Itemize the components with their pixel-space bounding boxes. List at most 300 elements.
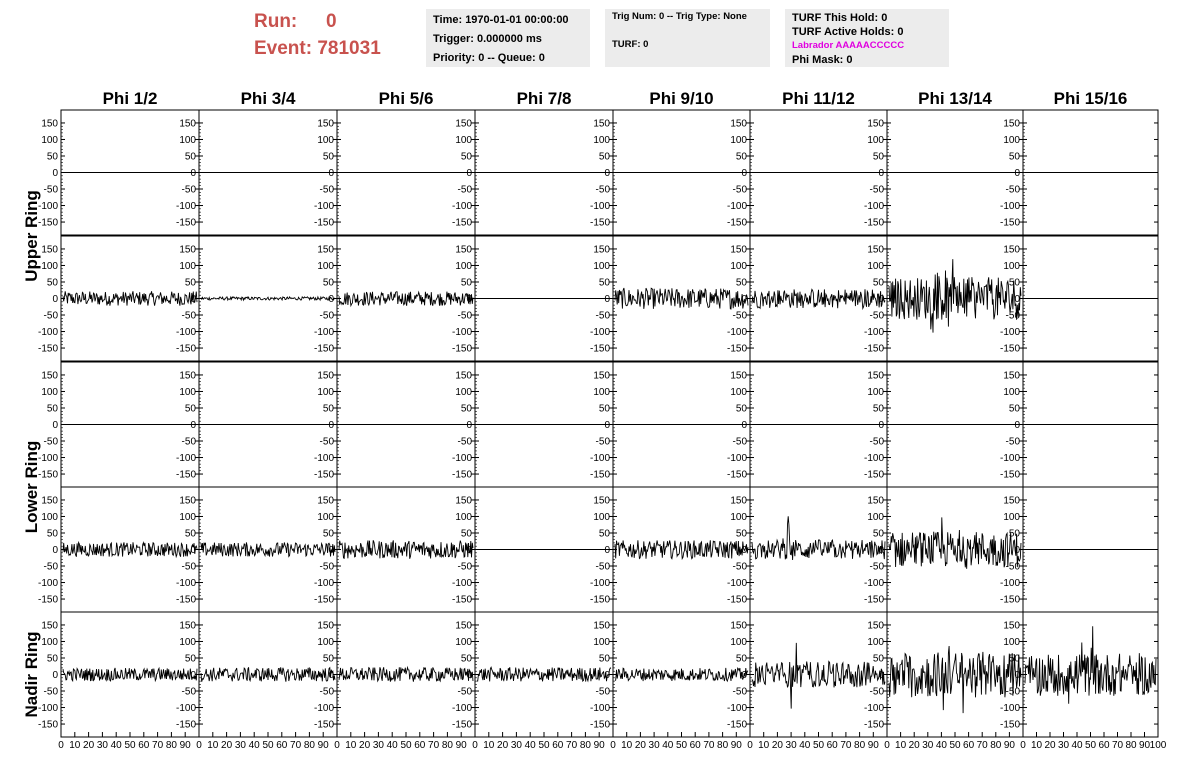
- y-tick-label: -100: [175, 703, 196, 715]
- y-tick-label: 100: [41, 511, 58, 523]
- y-tick-label: -100: [863, 201, 884, 213]
- y-tick-label: 0: [1014, 420, 1020, 431]
- y-tick-label: 150: [593, 620, 610, 632]
- y-tick-label: -150: [175, 594, 196, 606]
- y-tick-label: -100: [863, 453, 884, 465]
- x-tick-label: 50: [262, 740, 274, 751]
- y-tick-label: 150: [730, 118, 747, 130]
- y-tick-label: 50: [1008, 653, 1020, 665]
- y-tick-label: 100: [179, 260, 196, 272]
- y-tick-label: 150: [1003, 620, 1020, 632]
- y-tick-label: -150: [999, 469, 1020, 481]
- y-tick-label: 150: [41, 244, 58, 256]
- y-tick-label: 150: [1003, 495, 1020, 507]
- y-tick-label: 0: [190, 545, 196, 556]
- y-tick-label: 0: [190, 670, 196, 681]
- y-tick-label: 100: [179, 386, 196, 398]
- y-tick-label: 50: [735, 151, 747, 163]
- x-tick-label: 20: [83, 740, 95, 751]
- y-tick-label: 100: [867, 386, 884, 398]
- y-tick-label: 0: [604, 420, 610, 431]
- x-tick-label: 30: [234, 740, 246, 751]
- y-tick-label: 50: [1008, 151, 1020, 163]
- y-tick-label: -150: [451, 343, 472, 355]
- y-tick-label: 50: [46, 653, 58, 665]
- y-tick-label: -150: [451, 594, 472, 606]
- x-tick-label: 60: [552, 740, 564, 751]
- y-tick-label: 0: [328, 168, 334, 179]
- y-tick-label: -100: [999, 578, 1020, 590]
- x-tick-label: 70: [152, 740, 164, 751]
- y-tick-label: 0: [1014, 545, 1020, 556]
- y-tick-label: -150: [37, 719, 58, 731]
- y-tick-label: 0: [1014, 168, 1020, 179]
- y-tick-label: 100: [730, 386, 747, 398]
- y-tick-label: 50: [872, 653, 884, 665]
- y-tick-label: 0: [466, 420, 472, 431]
- y-tick-label: 50: [46, 277, 58, 289]
- y-tick-label: 0: [741, 168, 747, 179]
- x-tick-label: 90: [455, 740, 467, 751]
- y-tick-label: -150: [37, 217, 58, 229]
- column-header: Phi 15/16: [1053, 89, 1128, 108]
- y-tick-label: 100: [593, 511, 610, 523]
- y-tick-label: -50: [732, 686, 747, 698]
- x-tick-label: 80: [441, 740, 453, 751]
- y-tick-label: -50: [595, 184, 610, 196]
- x-tick-label: 90: [317, 740, 329, 751]
- y-tick-label: 100: [730, 511, 747, 523]
- x-tick-label: 70: [428, 740, 440, 751]
- y-tick-label: -150: [451, 719, 472, 731]
- waveform-trace: [889, 259, 1021, 333]
- y-tick-label: -150: [37, 594, 58, 606]
- x-tick-label: 10: [1030, 740, 1043, 751]
- y-tick-label: 150: [455, 244, 472, 256]
- y-tick-label: 100: [317, 134, 334, 146]
- y-tick-label: -50: [732, 310, 747, 322]
- y-tick-label: 150: [317, 495, 334, 507]
- y-tick-label: 50: [460, 653, 472, 665]
- y-tick-label: -50: [43, 561, 58, 573]
- x-tick-label: 60: [689, 740, 701, 751]
- ring-label: Upper Ring: [22, 190, 41, 282]
- y-tick-label: 150: [455, 620, 472, 632]
- x-tick-label: 50: [675, 740, 688, 751]
- y-tick-label: -150: [313, 343, 334, 355]
- y-tick-label: 0: [741, 420, 747, 431]
- y-tick-label: -50: [319, 310, 334, 322]
- y-tick-label: 50: [872, 151, 884, 163]
- x-tick-label: 0: [196, 740, 202, 751]
- x-tick-label: 0: [472, 740, 478, 751]
- y-tick-label: 150: [179, 620, 196, 632]
- x-tick-label: 40: [799, 740, 811, 751]
- y-tick-label: 0: [604, 294, 610, 305]
- y-tick-label: 150: [730, 495, 747, 507]
- y-tick-label: 0: [466, 670, 472, 681]
- x-tick-label: 0: [610, 740, 616, 751]
- y-tick-label: -50: [595, 310, 610, 322]
- x-tick-label: 40: [110, 740, 122, 751]
- y-tick-label: 100: [41, 260, 58, 272]
- x-tick-label: 10: [69, 740, 81, 751]
- y-tick-label: -150: [175, 217, 196, 229]
- y-tick-label: -50: [319, 561, 334, 573]
- y-tick-label: 100: [593, 386, 610, 398]
- y-tick-label: -50: [732, 184, 747, 196]
- y-tick-label: 50: [1008, 403, 1020, 415]
- y-tick-label: -100: [37, 453, 58, 465]
- y-tick-label: 100: [1003, 511, 1020, 523]
- y-tick-label: 150: [867, 495, 884, 507]
- y-tick-label: 150: [867, 620, 884, 632]
- y-tick-label: -50: [732, 436, 747, 448]
- x-tick-label: 50: [400, 740, 412, 751]
- y-tick-label: -50: [457, 561, 472, 573]
- x-tick-label: 90: [593, 740, 605, 751]
- y-tick-label: -50: [1005, 561, 1020, 573]
- y-tick-label: -100: [451, 453, 472, 465]
- waveform-trace: [889, 517, 1021, 568]
- y-tick-label: -100: [37, 703, 58, 715]
- y-tick-label: 50: [322, 151, 334, 163]
- x-tick-label: 20: [771, 740, 783, 751]
- y-tick-label: -100: [175, 453, 196, 465]
- y-tick-label: 100: [455, 134, 472, 146]
- y-tick-label: 50: [1008, 528, 1020, 540]
- waveform-trace: [201, 542, 335, 556]
- y-tick-label: 0: [1014, 670, 1020, 681]
- y-tick-label: -100: [37, 201, 58, 213]
- y-tick-label: -150: [863, 469, 884, 481]
- y-tick-label: -50: [457, 184, 472, 196]
- y-tick-label: -150: [863, 719, 884, 731]
- y-tick-label: -100: [175, 201, 196, 213]
- x-tick-label: 40: [386, 740, 398, 751]
- y-tick-label: -150: [37, 343, 58, 355]
- y-tick-label: 100: [179, 134, 196, 146]
- y-tick-label: -100: [999, 201, 1020, 213]
- y-tick-label: 150: [1003, 370, 1020, 382]
- y-tick-label: 0: [328, 294, 334, 305]
- y-tick-label: 0: [190, 420, 196, 431]
- x-tick-label: 20: [908, 740, 920, 751]
- y-tick-label: -50: [869, 561, 884, 573]
- ring-label: Nadir Ring: [22, 631, 41, 718]
- waveform-trace: [752, 643, 885, 709]
- waveform-trace: [339, 540, 473, 558]
- y-tick-label: 100: [41, 386, 58, 398]
- run-label: Run:: [254, 11, 298, 32]
- y-tick-label: 50: [598, 653, 610, 665]
- y-tick-label: 0: [190, 294, 196, 305]
- waveform-trace: [63, 291, 197, 305]
- y-tick-label: -50: [869, 686, 884, 698]
- x-tick-label: 100: [1149, 740, 1167, 751]
- x-tick-label: 30: [785, 740, 797, 751]
- y-tick-label: 50: [46, 528, 58, 540]
- x-tick-label: 50: [812, 740, 825, 751]
- y-tick-label: -100: [175, 578, 196, 590]
- y-tick-label: -150: [726, 343, 747, 355]
- x-tick-label: 80: [854, 740, 866, 751]
- y-tick-label: -50: [595, 686, 610, 698]
- waveform-trace: [615, 540, 748, 558]
- y-tick-label: -150: [37, 469, 58, 481]
- y-tick-label: 50: [460, 528, 472, 540]
- y-tick-label: 0: [190, 168, 196, 179]
- x-tick-label: 90: [179, 740, 191, 751]
- x-tick-label: 80: [717, 740, 729, 751]
- y-tick-label: -100: [313, 201, 334, 213]
- x-tick-label: 80: [990, 740, 1002, 751]
- y-tick-label: 100: [41, 134, 58, 146]
- time-readout: Time: 1970-01-01 00:00:00: [433, 14, 569, 26]
- y-tick-label: -100: [451, 327, 472, 339]
- x-tick-label: 90: [1003, 740, 1015, 751]
- y-tick-label: -100: [589, 578, 610, 590]
- y-tick-label: 100: [1003, 260, 1020, 272]
- y-tick-label: -50: [732, 561, 747, 573]
- run-value: 0: [326, 11, 337, 32]
- y-tick-label: -50: [319, 184, 334, 196]
- y-tick-label: 0: [878, 545, 884, 556]
- x-tick-label: 0: [334, 740, 340, 751]
- waveform-trace: [752, 516, 885, 560]
- x-tick-label: 20: [1044, 740, 1056, 751]
- y-tick-label: -150: [313, 719, 334, 731]
- y-tick-label: -150: [726, 594, 747, 606]
- waveform-trace: [339, 292, 473, 306]
- x-tick-label: 0: [884, 740, 890, 751]
- y-tick-label: 0: [741, 545, 747, 556]
- y-tick-label: -100: [451, 578, 472, 590]
- y-tick-label: -50: [595, 561, 610, 573]
- y-tick-label: 50: [184, 277, 196, 289]
- y-tick-label: 150: [41, 370, 58, 382]
- x-tick-label: 60: [963, 740, 975, 751]
- y-tick-label: -50: [869, 310, 884, 322]
- y-tick-label: -150: [999, 343, 1020, 355]
- y-tick-label: 100: [317, 511, 334, 523]
- y-tick-label: 150: [1003, 118, 1020, 130]
- y-tick-label: 0: [466, 168, 472, 179]
- y-tick-label: -100: [451, 201, 472, 213]
- y-tick-label: -100: [726, 703, 747, 715]
- x-tick-label: 50: [949, 740, 961, 751]
- y-tick-label: 150: [41, 620, 58, 632]
- y-tick-label: 0: [878, 294, 884, 305]
- x-tick-label: 70: [290, 740, 302, 751]
- y-tick-label: -50: [1005, 436, 1020, 448]
- y-tick-label: -100: [589, 201, 610, 213]
- y-tick-label: 100: [317, 386, 334, 398]
- y-tick-label: -150: [175, 719, 196, 731]
- y-tick-label: -100: [999, 453, 1020, 465]
- x-tick-label: 40: [935, 740, 947, 751]
- y-tick-label: 150: [317, 244, 334, 256]
- y-tick-label: 50: [598, 403, 610, 415]
- y-tick-label: 100: [593, 134, 610, 146]
- x-tick-label: 90: [1138, 740, 1151, 751]
- y-tick-label: -50: [181, 310, 196, 322]
- x-tick-label: 40: [662, 740, 674, 751]
- y-tick-label: 0: [52, 670, 58, 681]
- y-tick-label: -100: [726, 201, 747, 213]
- y-tick-label: 150: [179, 244, 196, 256]
- y-tick-label: -50: [43, 184, 58, 196]
- y-tick-label: 0: [604, 168, 610, 179]
- y-tick-label: 0: [466, 545, 472, 556]
- y-tick-label: 150: [593, 118, 610, 130]
- y-tick-label: 50: [46, 403, 58, 415]
- y-tick-label: 0: [741, 670, 747, 681]
- y-tick-label: -100: [313, 703, 334, 715]
- x-tick-label: 70: [703, 740, 715, 751]
- x-tick-label: 60: [826, 740, 838, 751]
- x-tick-label: 0: [58, 740, 64, 751]
- phi-mask-readout: Phi Mask: 0: [792, 54, 853, 66]
- y-tick-label: 0: [52, 294, 58, 305]
- y-tick-label: 150: [179, 370, 196, 382]
- y-tick-label: 100: [455, 636, 472, 648]
- x-tick-label: 60: [414, 740, 426, 751]
- y-tick-label: -150: [175, 343, 196, 355]
- y-tick-label: 50: [184, 528, 196, 540]
- column-header: Phi 13/14: [918, 89, 992, 108]
- x-tick-label: 20: [497, 740, 509, 751]
- y-tick-label: 150: [455, 495, 472, 507]
- y-tick-label: 50: [735, 277, 747, 289]
- y-tick-label: 50: [598, 277, 610, 289]
- y-tick-label: 100: [867, 636, 884, 648]
- waveform-trace: [752, 289, 885, 308]
- y-tick-label: -150: [863, 594, 884, 606]
- y-tick-label: 150: [593, 244, 610, 256]
- y-tick-label: 150: [41, 495, 58, 507]
- y-tick-label: -150: [589, 217, 610, 229]
- x-tick-label: 90: [730, 740, 742, 751]
- x-tick-label: 70: [840, 740, 852, 751]
- y-tick-label: -150: [863, 217, 884, 229]
- y-tick-label: 50: [460, 277, 472, 289]
- x-tick-label: 70: [566, 740, 578, 751]
- y-tick-label: -50: [181, 686, 196, 698]
- y-tick-label: 100: [455, 260, 472, 272]
- y-tick-label: 50: [322, 277, 334, 289]
- waveform-trace: [63, 542, 197, 556]
- y-tick-label: -100: [863, 703, 884, 715]
- y-tick-label: 50: [598, 151, 610, 163]
- y-tick-label: 150: [1003, 244, 1020, 256]
- x-tick-label: 40: [1071, 740, 1083, 751]
- waveform-trace: [201, 297, 335, 300]
- priority-readout: Priority: 0 -- Queue: 0: [433, 52, 545, 64]
- y-tick-label: -50: [319, 686, 334, 698]
- y-tick-label: -150: [589, 594, 610, 606]
- x-tick-label: 0: [747, 740, 753, 751]
- y-tick-label: 0: [878, 420, 884, 431]
- y-tick-label: 100: [730, 134, 747, 146]
- y-tick-label: 150: [593, 495, 610, 507]
- y-tick-label: 50: [322, 653, 334, 665]
- x-tick-label: 30: [648, 740, 660, 751]
- y-tick-label: 50: [872, 403, 884, 415]
- y-tick-label: 0: [52, 545, 58, 556]
- y-tick-label: 0: [878, 670, 884, 681]
- y-tick-label: -100: [726, 578, 747, 590]
- y-tick-label: 100: [179, 511, 196, 523]
- column-header: Phi 11/12: [782, 89, 855, 108]
- y-tick-label: -100: [863, 578, 884, 590]
- y-tick-label: -50: [1005, 184, 1020, 196]
- y-tick-label: 0: [52, 168, 58, 179]
- x-tick-label: 50: [538, 740, 550, 751]
- waveform-trace: [615, 668, 748, 681]
- y-tick-label: 150: [593, 370, 610, 382]
- y-tick-label: 100: [1003, 134, 1020, 146]
- y-tick-label: -50: [595, 436, 610, 448]
- y-tick-label: 150: [867, 370, 884, 382]
- y-tick-label: -150: [313, 594, 334, 606]
- y-tick-label: -50: [43, 310, 58, 322]
- trigger-readout: Trigger: 0.000000 ms: [433, 33, 542, 45]
- column-header: Phi 9/10: [649, 89, 714, 108]
- y-tick-label: -50: [457, 310, 472, 322]
- y-tick-label: -150: [999, 594, 1020, 606]
- y-tick-label: -50: [181, 436, 196, 448]
- y-tick-label: -100: [313, 453, 334, 465]
- y-tick-label: 100: [317, 260, 334, 272]
- waveform-trace: [201, 667, 335, 681]
- y-tick-label: -150: [999, 217, 1020, 229]
- y-tick-label: 50: [735, 653, 747, 665]
- x-tick-label: 30: [372, 740, 384, 751]
- y-tick-label: -150: [451, 469, 472, 481]
- y-tick-label: -50: [869, 184, 884, 196]
- y-tick-label: 150: [867, 118, 884, 130]
- y-tick-label: -50: [181, 184, 196, 196]
- y-tick-label: -50: [43, 436, 58, 448]
- x-tick-label: 80: [165, 740, 177, 751]
- x-tick-label: 80: [579, 740, 591, 751]
- y-tick-label: -50: [1005, 686, 1020, 698]
- y-tick-label: -100: [999, 327, 1020, 339]
- x-tick-label: 10: [345, 740, 357, 751]
- y-tick-label: 50: [872, 528, 884, 540]
- y-tick-label: -100: [589, 327, 610, 339]
- x-tick-label: 10: [758, 740, 770, 751]
- y-tick-label: -150: [726, 469, 747, 481]
- x-tick-label: 30: [922, 740, 934, 751]
- waveform-trace: [1025, 626, 1156, 704]
- waveform-trace: [63, 668, 197, 681]
- y-tick-label: 0: [604, 670, 610, 681]
- y-tick-label: -150: [726, 719, 747, 731]
- y-tick-label: 100: [1003, 386, 1020, 398]
- event-value: 781031: [317, 38, 381, 59]
- x-tick-label: 60: [138, 740, 150, 751]
- y-tick-label: -150: [451, 217, 472, 229]
- y-tick-label: 50: [322, 403, 334, 415]
- y-tick-label: -150: [313, 217, 334, 229]
- x-tick-label: 30: [1057, 740, 1070, 751]
- y-tick-label: -150: [589, 469, 610, 481]
- y-tick-label: 150: [317, 370, 334, 382]
- x-tick-label: 80: [1125, 740, 1137, 751]
- y-tick-label: 50: [322, 528, 334, 540]
